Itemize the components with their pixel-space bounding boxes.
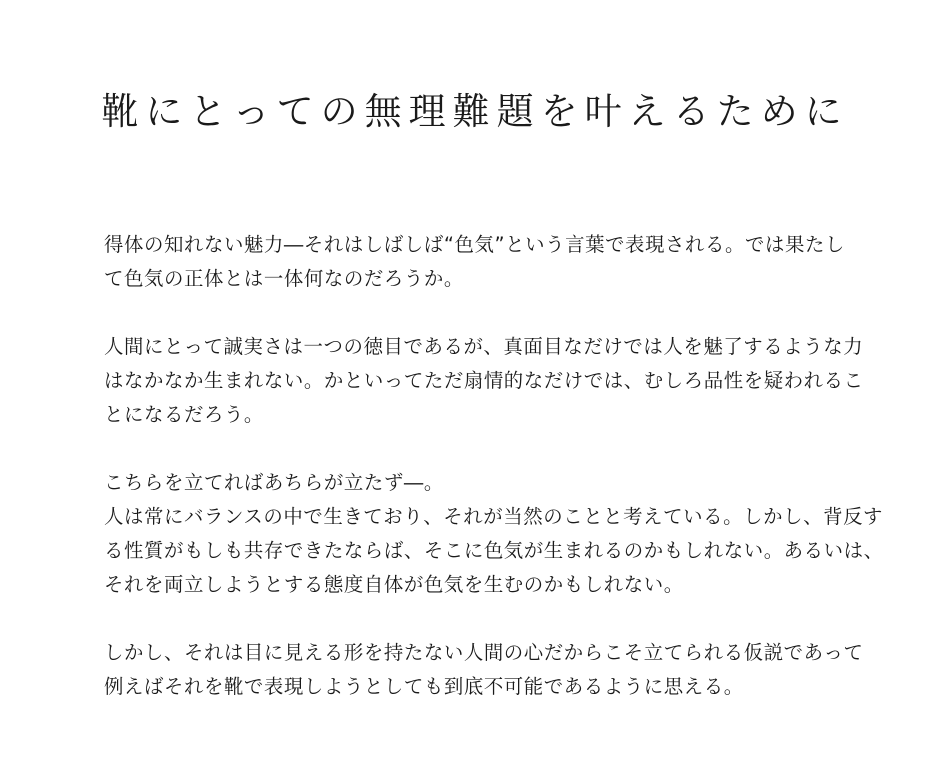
- text-line: て色気の正体とは一体何なのだろうか。: [104, 267, 464, 290]
- text-line: 得体の知れない魅力―それはしばしば“色気”という言葉で表現される。では果たし: [104, 233, 845, 256]
- text-line: 人間にとって誠実さは一つの徳目であるが、真面目なだけでは人を魅了するような力: [104, 335, 864, 358]
- text-line: こちらを立てればあちらが立たず―。: [104, 471, 444, 494]
- paragraph-2: [104, 330, 864, 432]
- article-body: [104, 228, 884, 704]
- text-line: る性質がもしも共存できたならば、そこに色気が生まれるのかもしれない。あるいは、: [104, 539, 884, 562]
- text-line: 人は常にバランスの中で生きており、それが当然のことと考えている。しかし、背反す: [104, 505, 884, 528]
- paragraph-3: [104, 466, 884, 602]
- text-line: それを両立しようとする態度自体が色気を生むのかもしれない。: [104, 573, 684, 596]
- text-line: しかし、それは目に見える形を持たない人間の心だからこそ立てられる仮説であって: [104, 641, 864, 664]
- text-line: 例えばそれを靴で表現しようとしても到底不可能であるように思える。: [104, 675, 744, 698]
- paragraph-4: [104, 636, 864, 704]
- paragraph-1: [104, 228, 860, 296]
- text-line: はなかなか生まれない。かといってただ扇情的なだけでは、むしろ品性を疑われるこ: [104, 369, 864, 392]
- page-title: 靴にとっての無理難題を叶えるために: [101, 90, 849, 133]
- text-line: とになるだろう。: [104, 403, 264, 426]
